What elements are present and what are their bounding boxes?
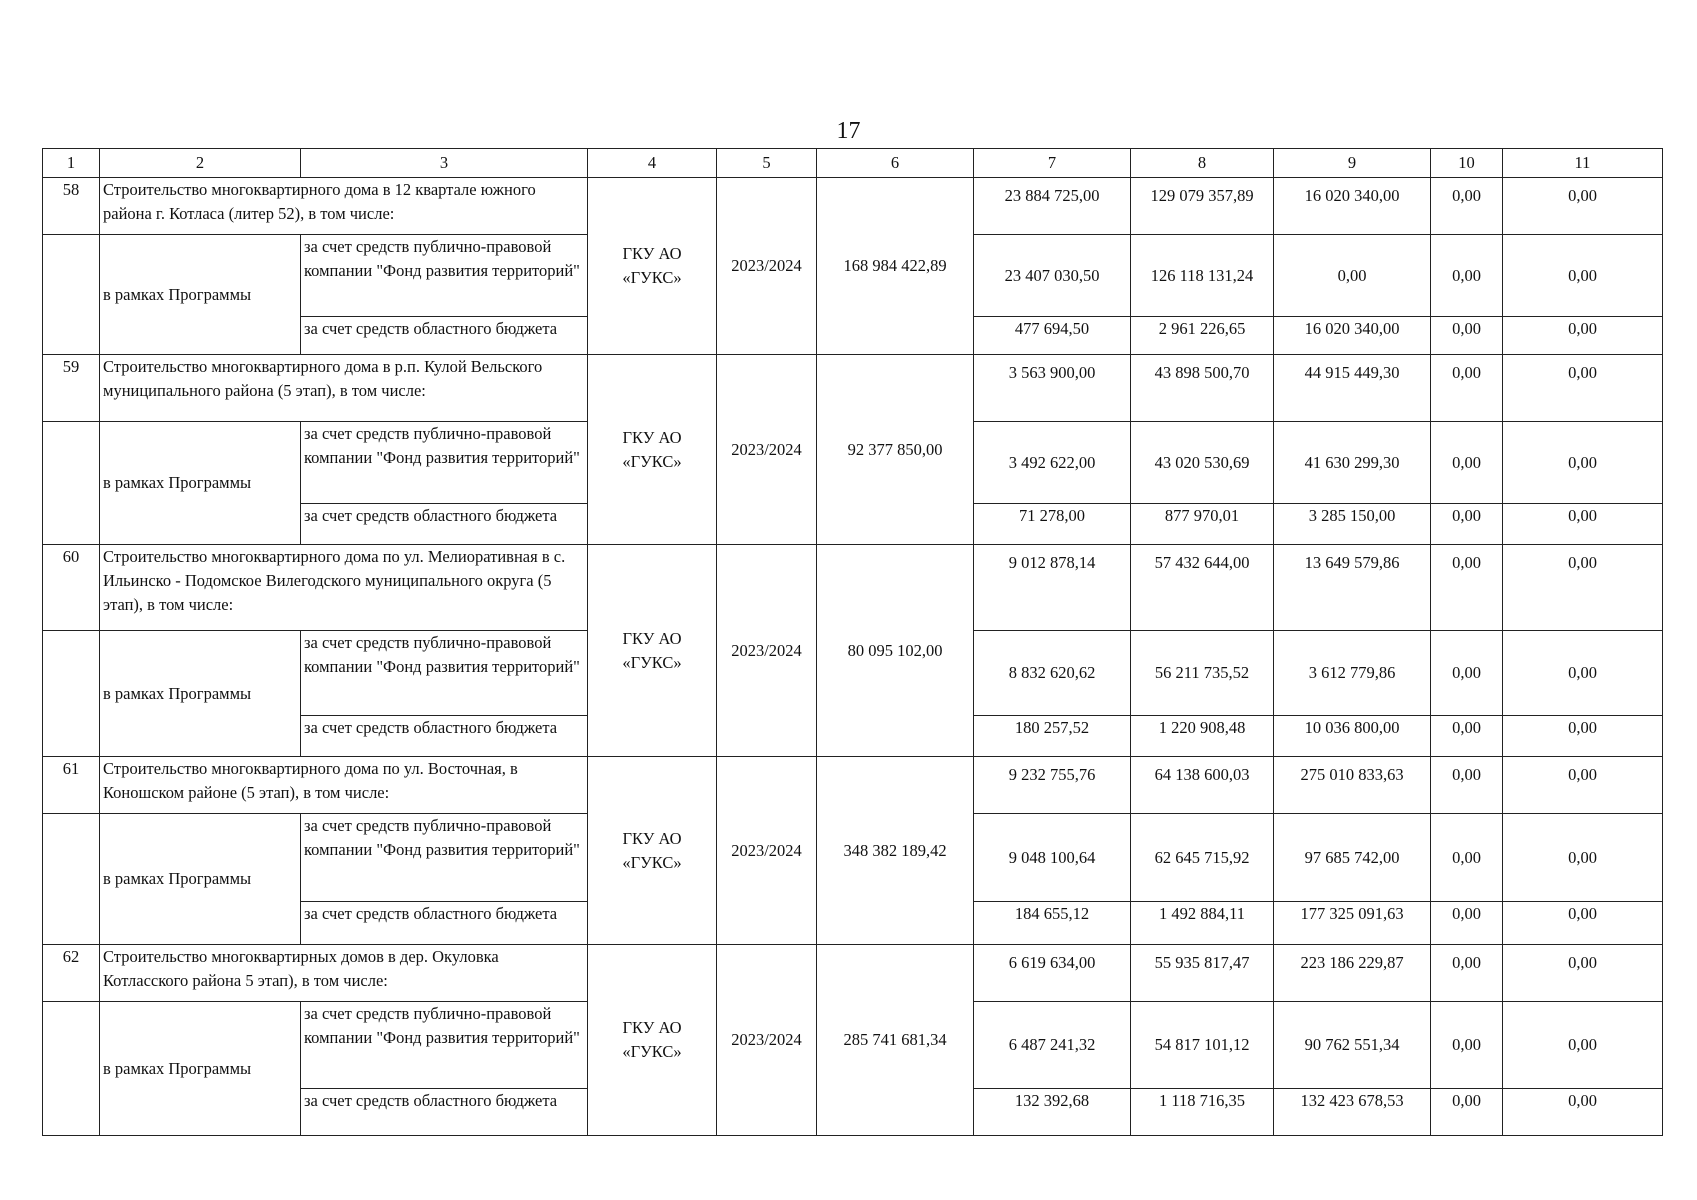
total-cost-cell: 285 741 681,34 bbox=[817, 945, 974, 1136]
value-cell: 477 694,50 bbox=[974, 317, 1131, 355]
value-cell: 0,00 bbox=[1503, 757, 1663, 814]
source-fund-label: за счет средств публично-правовой компании "Фонд развития территорий" bbox=[301, 814, 588, 902]
object-title: Строительство многоквартирного дома по ул. Восточная, в Коношском районе (5 этап), в том числе: bbox=[100, 757, 588, 814]
value-cell: 3 492 622,00 bbox=[974, 422, 1131, 504]
row-number-empty bbox=[43, 814, 100, 945]
value-cell: 56 211 735,52 bbox=[1131, 631, 1274, 716]
value-cell: 184 655,12 bbox=[974, 902, 1131, 945]
value-cell: 0,00 bbox=[1503, 235, 1663, 317]
value-cell: 0,00 bbox=[1503, 545, 1663, 631]
row-number: 58 bbox=[43, 178, 100, 235]
customer-cell: ГКУ АО «ГУКС» bbox=[588, 178, 717, 355]
row-number: 62 bbox=[43, 945, 100, 1002]
value-cell: 132 392,68 bbox=[974, 1089, 1131, 1136]
header-cell: 4 bbox=[588, 149, 717, 178]
value-cell: 16 020 340,00 bbox=[1274, 317, 1431, 355]
value-cell: 55 935 817,47 bbox=[1131, 945, 1274, 1002]
value-cell: 90 762 551,34 bbox=[1274, 1002, 1431, 1089]
value-cell: 0,00 bbox=[1274, 235, 1431, 317]
value-cell: 0,00 bbox=[1503, 1002, 1663, 1089]
total-cost-cell: 348 382 189,42 bbox=[817, 757, 974, 945]
page-number: 17 bbox=[836, 118, 861, 144]
value-cell: 0,00 bbox=[1431, 902, 1503, 945]
value-cell: 9 232 755,76 bbox=[974, 757, 1131, 814]
value-cell: 0,00 bbox=[1431, 545, 1503, 631]
value-cell: 275 010 833,63 bbox=[1274, 757, 1431, 814]
value-cell: 0,00 bbox=[1431, 1002, 1503, 1089]
customer-cell: ГКУ АО «ГУКС» bbox=[588, 355, 717, 545]
value-cell: 177 325 091,63 bbox=[1274, 902, 1431, 945]
header-cell: 3 bbox=[301, 149, 588, 178]
object-title: Строительство многоквартирных домов в дер. Окуловка Котласского района 5 этап), в том числе: bbox=[100, 945, 588, 1002]
value-cell: 23 884 725,00 bbox=[974, 178, 1131, 235]
value-cell: 0,00 bbox=[1503, 716, 1663, 757]
value-cell: 0,00 bbox=[1503, 1089, 1663, 1136]
value-cell: 1 492 884,11 bbox=[1131, 902, 1274, 945]
source-fund-label: за счет средств публично-правовой компании "Фонд развития территорий" bbox=[301, 422, 588, 504]
value-cell: 132 423 678,53 bbox=[1274, 1089, 1431, 1136]
value-cell: 0,00 bbox=[1431, 178, 1503, 235]
value-cell: 0,00 bbox=[1431, 235, 1503, 317]
header-cell: 9 bbox=[1274, 149, 1431, 178]
row-number: 59 bbox=[43, 355, 100, 422]
row-number-empty bbox=[43, 422, 100, 545]
customer-cell: ГКУ АО «ГУКС» bbox=[588, 945, 717, 1136]
object-title-row bbox=[43, 945, 1663, 1002]
value-cell: 1 118 716,35 bbox=[1131, 1089, 1274, 1136]
header-cell: 1 bbox=[43, 149, 100, 178]
source-fund-label: за счет средств публично-правовой компании "Фонд развития территорий" bbox=[301, 631, 588, 716]
value-cell: 0,00 bbox=[1431, 945, 1503, 1002]
source-regional-label: за счет средств областного бюджета bbox=[301, 317, 588, 355]
object-title-row bbox=[43, 545, 1663, 631]
value-cell: 0,00 bbox=[1503, 355, 1663, 422]
value-cell: 0,00 bbox=[1503, 317, 1663, 355]
value-cell: 3 563 900,00 bbox=[974, 355, 1131, 422]
value-cell: 97 685 742,00 bbox=[1274, 814, 1431, 902]
program-label: в рамках Программы bbox=[100, 814, 301, 945]
value-cell: 64 138 600,03 bbox=[1131, 757, 1274, 814]
period-cell: 2023/2024 bbox=[717, 945, 817, 1136]
value-cell: 71 278,00 bbox=[974, 504, 1131, 545]
total-cost-cell: 80 095 102,00 bbox=[817, 545, 974, 757]
program-label: в рамках Программы bbox=[100, 235, 301, 355]
value-cell: 0,00 bbox=[1503, 814, 1663, 902]
program-label: в рамках Программы bbox=[100, 631, 301, 757]
value-cell: 41 630 299,30 bbox=[1274, 422, 1431, 504]
object-title: Строительство многоквартирного дома по ул. Мелиоративная в с. Ильинско - Подомское Вилегодского муниципального округа (5 этап), в том числе: bbox=[100, 545, 588, 631]
row-number-empty bbox=[43, 235, 100, 355]
program-label: в рамках Программы bbox=[100, 422, 301, 545]
value-cell: 16 020 340,00 bbox=[1274, 178, 1431, 235]
value-cell: 3 285 150,00 bbox=[1274, 504, 1431, 545]
header-cell: 10 bbox=[1431, 149, 1503, 178]
value-cell: 2 961 226,65 bbox=[1131, 317, 1274, 355]
value-cell: 10 036 800,00 bbox=[1274, 716, 1431, 757]
value-cell: 43 020 530,69 bbox=[1131, 422, 1274, 504]
value-cell: 1 220 908,48 bbox=[1131, 716, 1274, 757]
header-row bbox=[43, 149, 1663, 178]
total-cost-cell: 92 377 850,00 bbox=[817, 355, 974, 545]
period-cell: 2023/2024 bbox=[717, 545, 817, 757]
object-title-row bbox=[43, 757, 1663, 814]
period-cell: 2023/2024 bbox=[717, 178, 817, 355]
value-cell: 0,00 bbox=[1503, 902, 1663, 945]
value-cell: 0,00 bbox=[1431, 317, 1503, 355]
source-regional-label: за счет средств областного бюджета bbox=[301, 1089, 588, 1136]
header-cell: 2 bbox=[100, 149, 301, 178]
period-cell: 2023/2024 bbox=[717, 757, 817, 945]
budget-table bbox=[42, 148, 1663, 1136]
header-cell: 11 bbox=[1503, 149, 1663, 178]
header-cell: 6 bbox=[817, 149, 974, 178]
value-cell: 0,00 bbox=[1503, 178, 1663, 235]
row-number-empty bbox=[43, 1002, 100, 1136]
row-number-empty bbox=[43, 631, 100, 757]
value-cell: 54 817 101,12 bbox=[1131, 1002, 1274, 1089]
header-cell: 7 bbox=[974, 149, 1131, 178]
header-cell: 8 bbox=[1131, 149, 1274, 178]
customer-cell: ГКУ АО «ГУКС» bbox=[588, 545, 717, 757]
value-cell: 6 487 241,32 bbox=[974, 1002, 1131, 1089]
period-cell: 2023/2024 bbox=[717, 355, 817, 545]
header-cell: 5 bbox=[717, 149, 817, 178]
value-cell: 9 012 878,14 bbox=[974, 545, 1131, 631]
value-cell: 180 257,52 bbox=[974, 716, 1131, 757]
value-cell: 0,00 bbox=[1431, 1089, 1503, 1136]
value-cell: 877 970,01 bbox=[1131, 504, 1274, 545]
value-cell: 0,00 bbox=[1431, 716, 1503, 757]
value-cell: 62 645 715,92 bbox=[1131, 814, 1274, 902]
value-cell: 223 186 229,87 bbox=[1274, 945, 1431, 1002]
value-cell: 0,00 bbox=[1431, 355, 1503, 422]
value-cell: 43 898 500,70 bbox=[1131, 355, 1274, 422]
program-label: в рамках Программы bbox=[100, 1002, 301, 1136]
value-cell: 0,00 bbox=[1503, 945, 1663, 1002]
customer-cell: ГКУ АО «ГУКС» bbox=[588, 757, 717, 945]
value-cell: 0,00 bbox=[1431, 814, 1503, 902]
total-cost-cell: 168 984 422,89 bbox=[817, 178, 974, 355]
source-fund-label: за счет средств публично-правовой компании "Фонд развития территорий" bbox=[301, 1002, 588, 1089]
value-cell: 9 048 100,64 bbox=[974, 814, 1131, 902]
value-cell: 0,00 bbox=[1431, 504, 1503, 545]
value-cell: 44 915 449,30 bbox=[1274, 355, 1431, 422]
value-cell: 3 612 779,86 bbox=[1274, 631, 1431, 716]
value-cell: 0,00 bbox=[1431, 757, 1503, 814]
source-regional-label: за счет средств областного бюджета bbox=[301, 902, 588, 945]
value-cell: 8 832 620,62 bbox=[974, 631, 1131, 716]
row-number: 60 bbox=[43, 545, 100, 631]
object-title: Строительство многоквартирного дома в 12 квартале южного района г. Котласа (литер 52), в том числе: bbox=[100, 178, 588, 235]
source-regional-label: за счет средств областного бюджета bbox=[301, 716, 588, 757]
value-cell: 13 649 579,86 bbox=[1274, 545, 1431, 631]
object-title-row bbox=[43, 355, 1663, 422]
value-cell: 6 619 634,00 bbox=[974, 945, 1131, 1002]
value-cell: 57 432 644,00 bbox=[1131, 545, 1274, 631]
value-cell: 23 407 030,50 bbox=[974, 235, 1131, 317]
value-cell: 129 079 357,89 bbox=[1131, 178, 1274, 235]
value-cell: 0,00 bbox=[1503, 504, 1663, 545]
value-cell: 0,00 bbox=[1431, 422, 1503, 504]
value-cell: 0,00 bbox=[1503, 422, 1663, 504]
object-title-row bbox=[43, 178, 1663, 235]
value-cell: 0,00 bbox=[1431, 631, 1503, 716]
source-fund-label: за счет средств публично-правовой компании "Фонд развития территорий" bbox=[301, 235, 588, 317]
value-cell: 126 118 131,24 bbox=[1131, 235, 1274, 317]
source-regional-label: за счет средств областного бюджета bbox=[301, 504, 588, 545]
object-title: Строительство многоквартирного дома в р.п. Кулой Вельского муниципального района (5 этап), в том числе: bbox=[100, 355, 588, 422]
row-number: 61 bbox=[43, 757, 100, 814]
value-cell: 0,00 bbox=[1503, 631, 1663, 716]
